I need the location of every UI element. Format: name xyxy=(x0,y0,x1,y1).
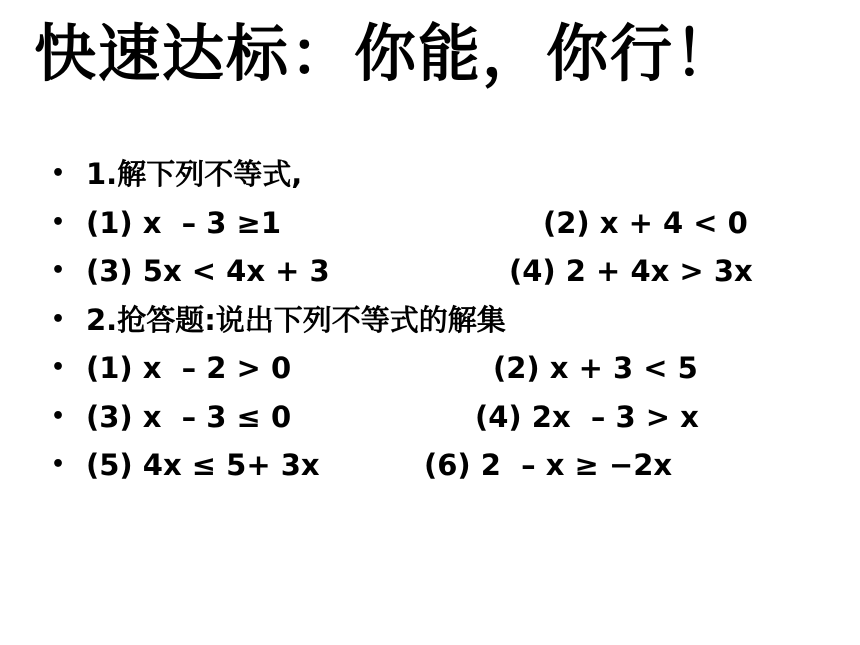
bullet-icon: • xyxy=(51,209,66,235)
item-left-problem: (1) x – 3 ≥1 xyxy=(86,205,282,240)
item-right-problem: (6) 2 – x ≥ −2x xyxy=(424,448,673,482)
item-left-problem: (3) x – 3 ≤ 0 xyxy=(86,399,292,434)
item-text: 1.解下列不等式, xyxy=(86,157,303,191)
item-text: 2.抢答题:说出下列不等式的解集 xyxy=(86,302,506,337)
bullet-icon: • xyxy=(51,258,66,283)
item-left-problem: (5) 4x ≤ 5+ 3x xyxy=(86,448,320,482)
bullet-icon: • xyxy=(51,161,66,186)
list-item xyxy=(0,199,860,248)
list-item xyxy=(0,150,860,199)
list-item xyxy=(0,296,860,345)
list-item xyxy=(0,344,860,393)
item-right-problem: (4) 2 + 4x > 3x xyxy=(509,254,753,288)
list-item xyxy=(0,247,860,296)
bullet-icon: • xyxy=(51,306,66,332)
item-right-problem: (4) 2x – 3 > x xyxy=(475,399,699,434)
bullet-icon: • xyxy=(51,452,66,477)
bullet-icon: • xyxy=(51,355,66,380)
bullet-icon: • xyxy=(51,403,66,429)
item-left-problem: (3) 5x < 4x + 3 xyxy=(86,254,330,288)
slide-title: 快速达标：你能，你行！ xyxy=(34,17,739,90)
list-item xyxy=(0,393,860,442)
item-right-problem: (2) x + 3 < 5 xyxy=(493,351,698,385)
item-right-problem: (2) x + 4 < 0 xyxy=(543,205,748,240)
list-item xyxy=(0,441,860,490)
exercise-list xyxy=(0,150,860,490)
item-left-problem: (1) x – 2 > 0 xyxy=(86,351,292,385)
